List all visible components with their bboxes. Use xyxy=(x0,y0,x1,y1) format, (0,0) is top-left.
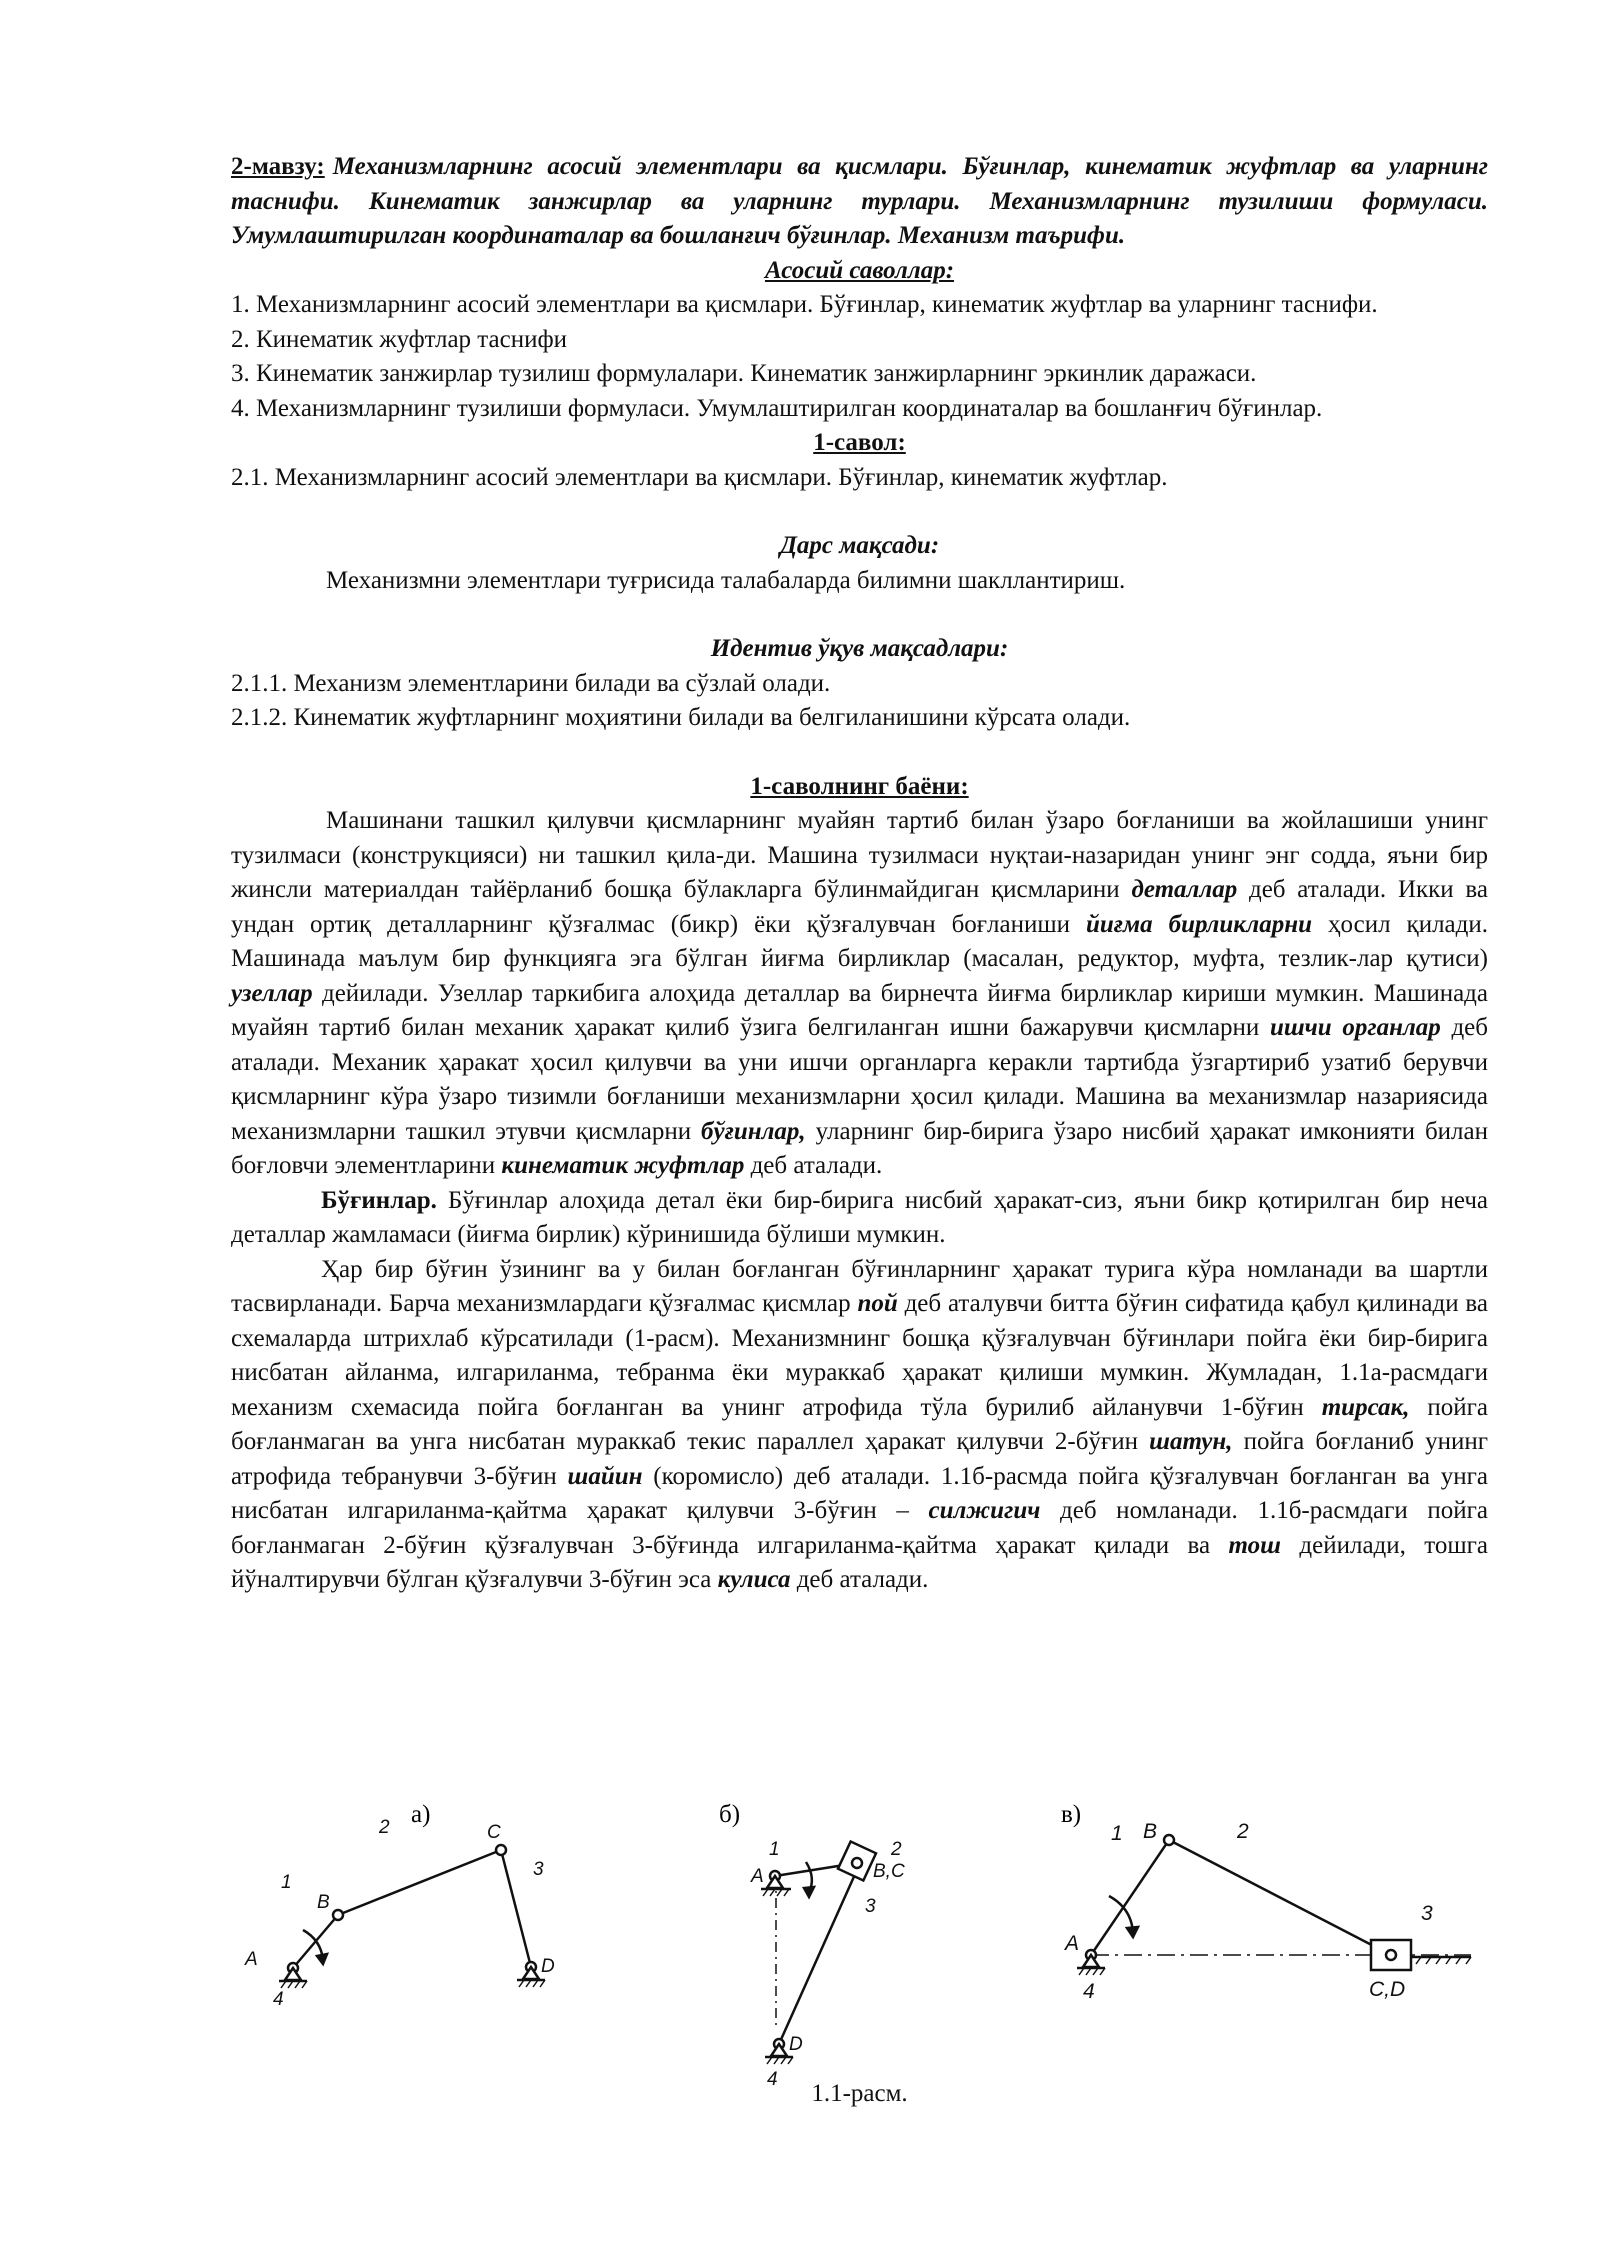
term: деталлар xyxy=(1131,876,1238,903)
svg-text:3: 3 xyxy=(1421,1902,1433,1925)
joint-CD xyxy=(1386,1950,1396,1960)
joint-B xyxy=(1164,1835,1174,1845)
link-1-crank xyxy=(1091,1840,1169,1955)
paragraph: Бўғинлар. Бўғинлар алоҳида детал ёки бир-бирига нисбий ҳаракат-сиз, яъни бикр қотирилган бир неча деталлар жамламаси (йиғма бирлик) кўринишида бўлиши мумкин. xyxy=(231,1186,1488,1248)
explanation-heading: 1-саволнинг баёни: xyxy=(750,772,969,800)
figure-label-b: б) xyxy=(719,1801,741,1828)
svg-text:3: 3 xyxy=(865,1896,876,1917)
term: шайин xyxy=(567,1462,643,1490)
term: йиғма бирликларни xyxy=(1085,910,1313,938)
svg-text:4: 4 xyxy=(767,2069,778,2090)
main-questions-heading: Асосий саволлар: xyxy=(764,256,955,284)
lesson-goal-heading: Дарс мақсади: xyxy=(779,532,940,559)
ident-goals-heading: Идентив ўқув мақсадлари: xyxy=(710,635,1009,662)
svg-text:4: 4 xyxy=(1083,1980,1095,2003)
term: ишчи органлар xyxy=(1269,1014,1441,1041)
term: кулиса xyxy=(717,1566,791,1593)
svg-text:B: B xyxy=(1143,1820,1158,1843)
joint-C xyxy=(496,1845,506,1855)
link-2-coupler xyxy=(1169,1840,1391,1955)
term: кинематик жуфтлар xyxy=(501,1152,745,1179)
svg-text:4: 4 xyxy=(273,1989,284,2010)
ident-goal-item: 2.1.2. Кинематик жуфтларнинг моҳиятини билади ва белгиланишини кўрсата олади. xyxy=(231,704,1131,731)
mechanism-figure xyxy=(231,1800,1488,2120)
topic-title xyxy=(231,150,1488,254)
explanation-body xyxy=(231,804,1488,1598)
ident-goal-item: 2.1.1. Механизм элементларини билади ва сўзлай олади. xyxy=(231,669,831,697)
svg-text:2: 2 xyxy=(379,1817,390,1838)
joint-BC xyxy=(852,1858,862,1868)
svg-text:A: A xyxy=(1065,1932,1080,1955)
svg-text:2: 2 xyxy=(1237,1820,1249,1843)
topic-title-text: Механизмларнинг асосий элементлари ва қисмлари. Бўғинлар, кинематик жуфтлар ва уларнинг таснифи. Кинематик занжирлар ва уларнинг турлари. Механизмларнинг тузилиши формуласи. Умумлаштирилган координаталар ва бошланғич бўғинлар. Механизм таърифи. xyxy=(231,153,1488,249)
svg-text:A: A xyxy=(751,1866,764,1887)
svg-text:C,D: C,D xyxy=(1369,1978,1406,2001)
term: силжигич xyxy=(928,1497,1041,1524)
paragraph: Машинани ташкил қилувчи қисмларнинг муайян тартиб билан ўзаро боғланиши ва жойлашиши унинг тузилмаси (конструкцияси) ни ташкил қила-ди. Машина тузилмаси нуқтаи-назаридан унинг энг содда, яъни бир жинсли материалдан тайёрланиб бошқа бўлакларга бўлинмайдиган қисмларини деталлар деб аталади. Икки ва ундан ортиқ деталларнинг қўзғалмас (бикр) ёки қўзғалувчан боғланиши йиғма бирликларни ҳосил қилади. Машинада маълум бир функцияга эга бўлган йиғма бирликлар (масалан, редуктор, муфта, тезлик-лар қутиси) узеллар дейилади. Узеллар таркибига алоҳида деталлар ва бирнечта йиғма бирликлар кириши мумкин. Машинада муайян тартиб билан механик ҳаракат қилиб ўзига белгиланган ишни бажарувчи қисмларни ишчи органлар деб аталади. Механик ҳаракат ҳосил қилувчи ва уни ишчи органларга керакли тартибда ўзгартириб узатиб берувчи қисмларнинг кўра ўзаро тизимли боғланиши механизмларни ҳосил қилади. Машина ва механизмлар назариясида механизмларни ташкил этувчи қисмларни бўғинлар, уларнинг бир-бирига ўзаро нисбий ҳаракат имконияти билан боғловчи элементларини кинематик жуфтлар деб аталади. xyxy=(231,807,1489,1179)
svg-text:B,C: B,C xyxy=(873,1861,905,1882)
term: Бўғинлар. xyxy=(321,1186,437,1214)
svg-text:1: 1 xyxy=(281,1872,292,1893)
svg-text:1: 1 xyxy=(1111,1822,1123,1845)
svg-text:B: B xyxy=(317,1892,330,1913)
main-question-item: 2. Кинематик жуфтлар таснифи xyxy=(231,325,568,353)
term: тош xyxy=(1228,1531,1281,1559)
figure-caption: 1.1-расм. xyxy=(811,2080,908,2107)
term: пой xyxy=(857,1290,898,1317)
paragraph: Ҳар бир бўғин ўзининг ва у билан боғланган бўғинларнинг ҳаракат турига кўра номланади ва шартли тасвирланади. Барча механизмлардаги қўзғалмас қисмлар пой деб аталувчи битта бўғин сифатида қабул қилинади ва схемаларда штрихлаб кўрсатилади (1-расм). Механизмнинг бошқа қўзғалувчан бўғинлари пойга ёки бир-бирига нисбатан айланма, илгариланма, тебранма ёки мураккаб ҳаракат қилиши мумкин. Жумладан, 1.1а-расмдаги механизм схемасида пойга боғланган ва унинг атрофида тўла бурилиб айланувчи 1-бўғин тирсак, пойга боғланмаган ва унга нисбатан мураккаб текис параллел ҳаракат қилувчи 2-бўғин шатун, пойга боғланиб унинг атрофида тебранувчи 3-бўғин шайин (коромисло) деб аталади. 1.1б-расмда пойга қўзғалувчан боғланган ва унга нисбатан илгариланма-қайтма ҳаракат қилувчи 3-бўғин – силжигич деб номланади. 1.1б-расмдаги пойга боғланмаган 2-бўғин қўзғалувчан 3-бўғинда илгариланма-қайтма ҳаракат қилади ва тош дейилади, тошга йўналтирувчи бўлган қўзғалувчи 3-бўғин эса кулиса деб аталади. xyxy=(231,1255,1489,1593)
diagram-v xyxy=(1077,1835,1471,1975)
term: узеллар xyxy=(231,979,313,1007)
link-3-rocker xyxy=(501,1850,531,1967)
lesson-goal-text: Механизмни элементлари туғрисида талабаларда билимни шакллантириш. xyxy=(326,566,1126,594)
term: бўғинлар, xyxy=(701,1117,806,1145)
svg-text:C: C xyxy=(487,1822,501,1843)
svg-text:1: 1 xyxy=(769,1839,780,1860)
figure-label-a: а) xyxy=(411,1801,431,1828)
svg-text:2: 2 xyxy=(891,1839,902,1860)
link-2-coupler xyxy=(338,1850,501,1915)
svg-text:D: D xyxy=(789,2034,803,2055)
figure-label-v: в) xyxy=(1061,1801,1082,1828)
question1-heading: 1-савол: xyxy=(813,429,906,456)
svg-text:A: A xyxy=(245,1949,258,1970)
main-question-item: 3. Кинематик занжирлар тузилиш формулалари. Кинематик занжирларнинг эркинлик даражаси. xyxy=(231,360,1257,387)
svg-text:D: D xyxy=(541,1956,555,1977)
document-page xyxy=(231,150,1488,1598)
term: тирсак, xyxy=(1321,1393,1410,1421)
joint-B xyxy=(333,1910,343,1920)
question1-text: 2.1. Механизмларнинг асосий элементлари ва қисмлари. Бўғинлар, кинематик жуфтлар. xyxy=(231,463,1168,491)
svg-text:3: 3 xyxy=(533,1859,544,1880)
main-question-item: 1. Механизмларнинг асосий элементлари ва қисмлари. Бўғинлар, кинематик жуфтлар ва уларнинг таснифи. xyxy=(231,291,1378,318)
diagram-b xyxy=(761,1841,876,2064)
topic-number: 2-мавзу: xyxy=(231,153,325,180)
diagram-a xyxy=(279,1845,545,1988)
main-question-item: 4. Механизмларнинг тузилиши формуласи. Умумлаштирилган координаталар ва бошланғич бўғинлар. xyxy=(231,394,1323,422)
term: шатун, xyxy=(1149,1428,1233,1455)
link-3-rocker xyxy=(779,1852,865,2044)
